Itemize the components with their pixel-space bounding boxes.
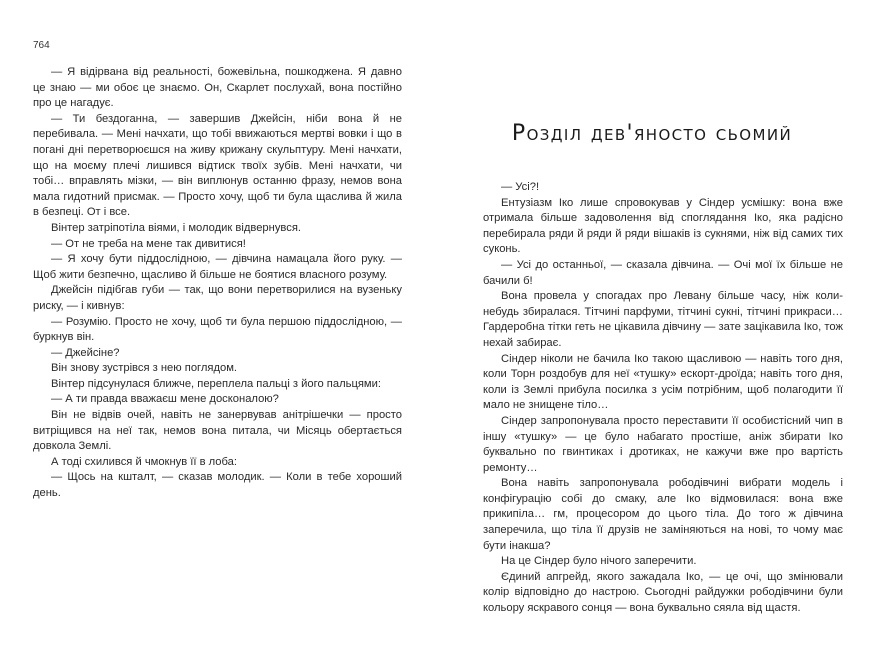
- paragraph: На це Сіндер було нічого заперечити.: [501, 555, 697, 568]
- paragraph: Ентузіазм Іко лише спровокував у Сіндер усмішку: вона вже отримала більше задоволення від споглядання Іко, яка радісно перебирала ряди й ряди й ряди вішаків із сукнями, ніж від самих тих суконь.: [483, 196, 843, 256]
- paragraph: Сіндер запропонувала просто переставити її особистісний чип в іншу «тушку» — це було набагато простіше, аніж збирати Іко буквально по гвинтиках і дротиках, не кажучи вже про вартість ремонту…: [483, 414, 843, 474]
- paragraph: — Усі до останньої, — сказала дівчина. — Очі мої їх більше не бачили б!: [483, 258, 843, 287]
- paragraph: Вінтер затріпотіла віями, і молодик відвернувся.: [51, 221, 301, 234]
- paragraph: — А ти правда вважаєш мене досконалою?: [51, 393, 279, 406]
- paragraph: Джейсін підібгав губи — так, що вони перетворилися на вузеньку риску, — і кивнув:: [33, 284, 402, 312]
- paragraph: Єдиний апгрейд, якого зажадала Іко, — це очі, що змінювали колір відповідно до настрою. Сьогодні райдужки рободівчини були кольору яскравого сонця — вона буквально сяяла від щастя.: [483, 570, 843, 615]
- right-page: [436, 0, 872, 650]
- paragraph: Вона навіть запропонувала рободівчині вибрати модель і конфігурацію собі до смаку, але Іко відмовилася: вона вже прикипіла… гм, процесором до цього тіла. До того ж дівчина заперечила, що тіла її друзів не заміняються на нові, то чому має бути інакша?: [483, 477, 843, 552]
- paragraph: — Я відірвана від реальності, божевільна, пошкоджена. Я давно це знаю — ми обоє це знаємо. Он, Скарлет послухай, вона постійно про це нагадує.: [33, 66, 402, 110]
- paragraph: А тоді схилився й чмокнув її в лоба:: [51, 455, 238, 468]
- paragraph: Вінтер підсунулася ближче, переплела пальці з його пальцями:: [51, 377, 381, 390]
- paragraph: — Усі?!: [501, 181, 540, 193]
- paragraph: — Я хочу бути піддослідною, — дівчина намацала його руку. — Щоб жити безпечно, щасливо й більше не боятися власного розуму.: [33, 253, 402, 281]
- left-page-text: [33, 65, 402, 502]
- paragraph: — Джейсіне?: [51, 346, 120, 359]
- right-page-text: [483, 180, 843, 617]
- paragraph: Він не відвів очей, навіть не занервував анітрішечки — просто витріщився на неї так, немов вона питала, чи Місяць обертається довкола Землі.: [33, 409, 402, 453]
- page-number: 764: [33, 40, 50, 51]
- paragraph: Сіндер ніколи не бачила Іко такою щасливою — навіть того дня, коли Торн роздобув для неї «тушку» ескорт-дроїда; навіть того дня, коли із Землі прибула посилка з усім потрібним, щоб полагодити її мало не знищене тіло…: [483, 352, 843, 412]
- paragraph: Він знову зустрівся з нею поглядом.: [51, 362, 238, 375]
- paragraph: — Ти бездоганна, — завершив Джейсін, ніби вона й не перебивала. — Мені начхати, що тобі ввижаються мертві вовки і що в погані дні перетворюєшся на живу крижану скульптуру. Мені начхати, що на моєму плечі лишився відтиск твоїх зубів. Мені начхати, чи тобі… вправлять мізки, — він виплюнув останню фразу, немов вона мала гидотний присмак. — Просто хочу, щоб ти була щаслива й жила в безпеці. От і все.: [33, 112, 402, 219]
- paragraph: — Розумію. Просто не хочу, щоб ти була першою піддослідною, — буркнув він.: [33, 315, 402, 344]
- paragraph: — От не треба на мене так дивитися!: [51, 237, 246, 250]
- chapter-title: Розділ дев'яносто сьомий: [511, 121, 793, 146]
- paragraph: — Щось на кшталт, — сказав молодик. — Коли в тебе хороший день.: [33, 471, 402, 500]
- paragraph: Вона провела у спогадах про Левану більше часу, ніж коли-небудь збиралася. Тітчині парфуми, тітчині сукні, тітчині прикраси… Гардеробна тітки геть не цікавила дівчину — зате зацікавила Іко, тож нехай забирає.: [483, 290, 843, 349]
